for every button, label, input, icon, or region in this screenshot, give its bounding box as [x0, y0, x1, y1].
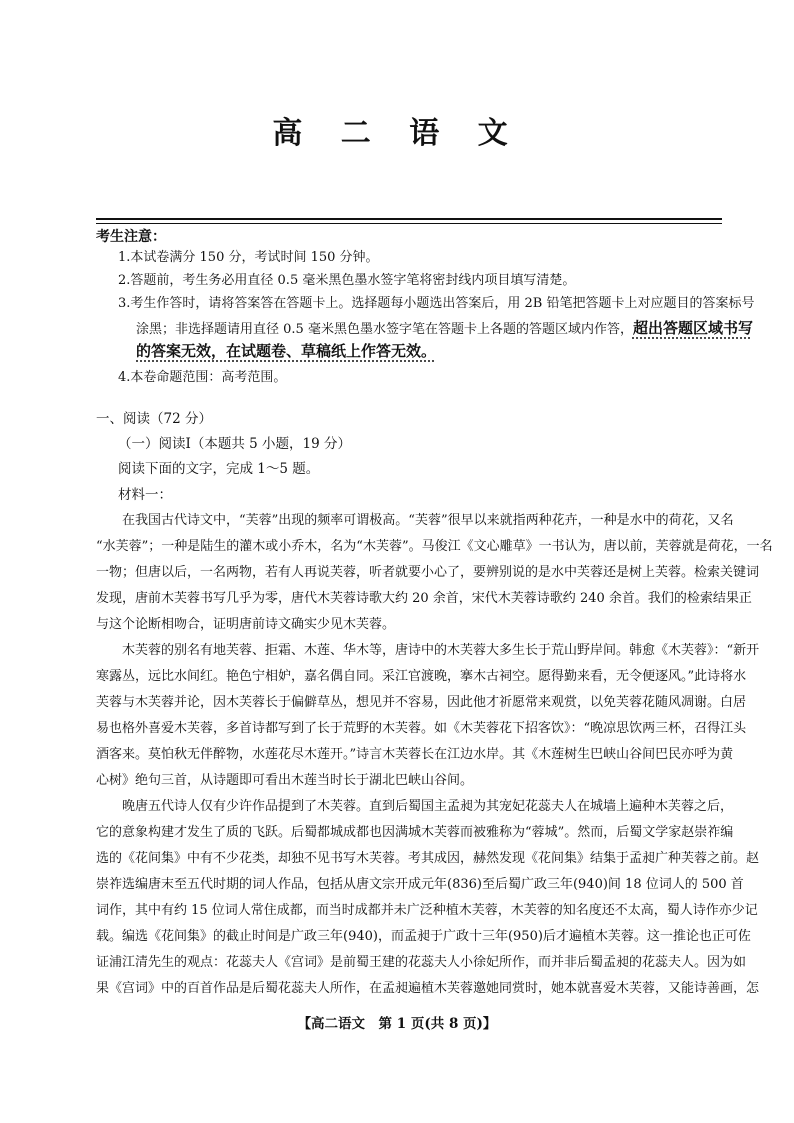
section-sub: （一）阅读Ⅰ（本题共 5 小题，19 分）: [118, 436, 351, 452]
notice-item-1: 1.本试卷满分 150 分，考试时间 150 分钟。: [118, 250, 379, 265]
body-line: 一物；但唐以后，一名两物，若有人再说芙蓉，听者就要小心了，要辨别说的是水中芙蓉还是树上芙蓉。检索关键词: [96, 565, 760, 580]
notice-item-2: 2.答题前，考生务必用直径 0.5 毫米黑色墨水签字笔将密封线内项目填写清楚。: [118, 273, 576, 288]
notice-item-4: 4.本卷命题范围：高考范围。: [118, 370, 287, 385]
notice-item-3-cont: [136, 320, 753, 338]
page-title: 高 二 语 文: [272, 116, 522, 151]
notice-emphasis-2: 的答案无效，在试题卷、草稿纸上作答无效。: [136, 342, 437, 360]
divider-thin: [96, 223, 722, 224]
notice-item-3-text: 涂黑；非选择题请用直径 0.5 毫米黑色墨水签字笔在答题卡上各题的答题区域内作答，: [136, 322, 633, 337]
notice-emphasis-1: 超出答题区域书写: [632, 319, 753, 337]
body-line: 发现，唐前木芙蓉书写几乎为零，唐代木芙蓉诗歌大约 20 余首，宋代木芙蓉诗歌约 240 余首。我们的检索结果正: [96, 591, 752, 606]
page-footer: 【高二语文 第 1 页(共 8 页)】: [297, 1016, 497, 1032]
body-line: 果《宫词》中的百首作品是后蜀花蕊夫人所作，在孟昶遍植木芙蓉邀她同赏时，她本就喜爱木芙蓉，又能诗善画，怎: [96, 981, 760, 996]
section-instruction: 阅读下面的文字，完成 1～5 题。: [118, 461, 320, 477]
body-line: 寒露丛，远比水间红。艳色宁相妒，嘉名偶自同。采江官渡晚，搴木古祠空。愿得勤来看，无令便逐风。”此诗将水: [96, 669, 747, 684]
body-line: 晚唐五代诗人仅有少许作品提到了木芙蓉。直到后蜀国主孟昶为其宠妃花蕊夫人在城墙上遍种木芙蓉之后，: [122, 799, 734, 814]
body-line: 在我国古代诗文中，“芙蓉”出现的频率可谓极高。“芙蓉”很早以来就指两种花卉，一种是水中的荷花，又名: [122, 513, 734, 528]
body-line: 证浦江清先生的观点：花蕊夫人《宫词》是前蜀王建的花蕊夫人小徐妃所作，而并非后蜀孟昶的花蕊夫人。因为如: [96, 955, 747, 970]
body-line: 芙蓉与木芙蓉并论，因木芙蓉长于偏僻草丛，想见并不容易，因此他才祈愿常来观赏，以免芙蓉花随风凋谢。白居: [96, 695, 747, 710]
body-line: 词作，其中有约 15 位词人常住成都，而当时成都并未广泛种植木芙蓉，木芙蓉的知名度还不太高，蜀人诗作亦少记: [96, 903, 758, 918]
body-line: 酒客来。莫怕秋无伴醉物，水莲花尽木莲开。”诗言木芙蓉长在江边水岸。其《木莲树生巴峡山谷间巴民亦呼为黄: [96, 747, 734, 762]
body-line: 载。编选《花间集》的截止时间是广政三年(940)，而孟昶于广政十三年(950)后才遍植木芙蓉。这一推论也正可佐: [96, 929, 751, 944]
divider-thick: [96, 218, 722, 220]
body-line: 它的意象构建才发生了质的飞跃。后蜀都城成都也因满城木芙蓉而被雅称为“蓉城”。然而，后蜀文学家赵崇祚编: [96, 825, 734, 840]
body-line: 易也格外喜爱木芙蓉，多首诗都写到了长于荒野的木芙蓉。如《木芙蓉花下招客饮》：“晚凉思饮两三杯，召得江头: [96, 721, 747, 736]
body-line: 崇祚选编唐末至五代时期的词人作品，包括从唐文宗开成元年(836)至后蜀广政三年(940)间 18 位词人的 500 首: [96, 877, 744, 892]
body-line: 心树》绝句三首，从诗题即可看出木莲当时长于湖北巴峡山谷间。: [96, 773, 474, 788]
section-material: 材料一：: [118, 487, 172, 503]
section-part: 一、阅读（72 分）: [96, 411, 212, 427]
body-line: 木芙蓉的别名有地芙蓉、拒霜、木莲、华木等，唐诗中的木芙蓉大多生长于荒山野岸间。韩愈《木芙蓉》：“新开: [122, 643, 760, 658]
body-line: 选的《花间集》中有不少花类，却独不见书写木芙蓉。考其成因，赫然发现《花间集》结集于孟昶广种芙蓉之前。赵: [96, 851, 760, 866]
notice-item-3: 3.考生作答时，请将答案答在答题卡上。选择题每小题选出答案后，用 2B 铅笔把答题卡上对应题目的答案标号: [118, 296, 755, 311]
body-line: 与这个论断相吻合，证明唐前诗文确实少见木芙蓉。: [96, 617, 396, 632]
notice-heading: 考生注意：: [96, 229, 166, 245]
body-line: “水芙蓉”；一种是陆生的灌木或小乔木，名为“木芙蓉”。马俊江《文心雕草》一书认为，唐以前，芙蓉就是荷花，一名: [96, 539, 773, 554]
